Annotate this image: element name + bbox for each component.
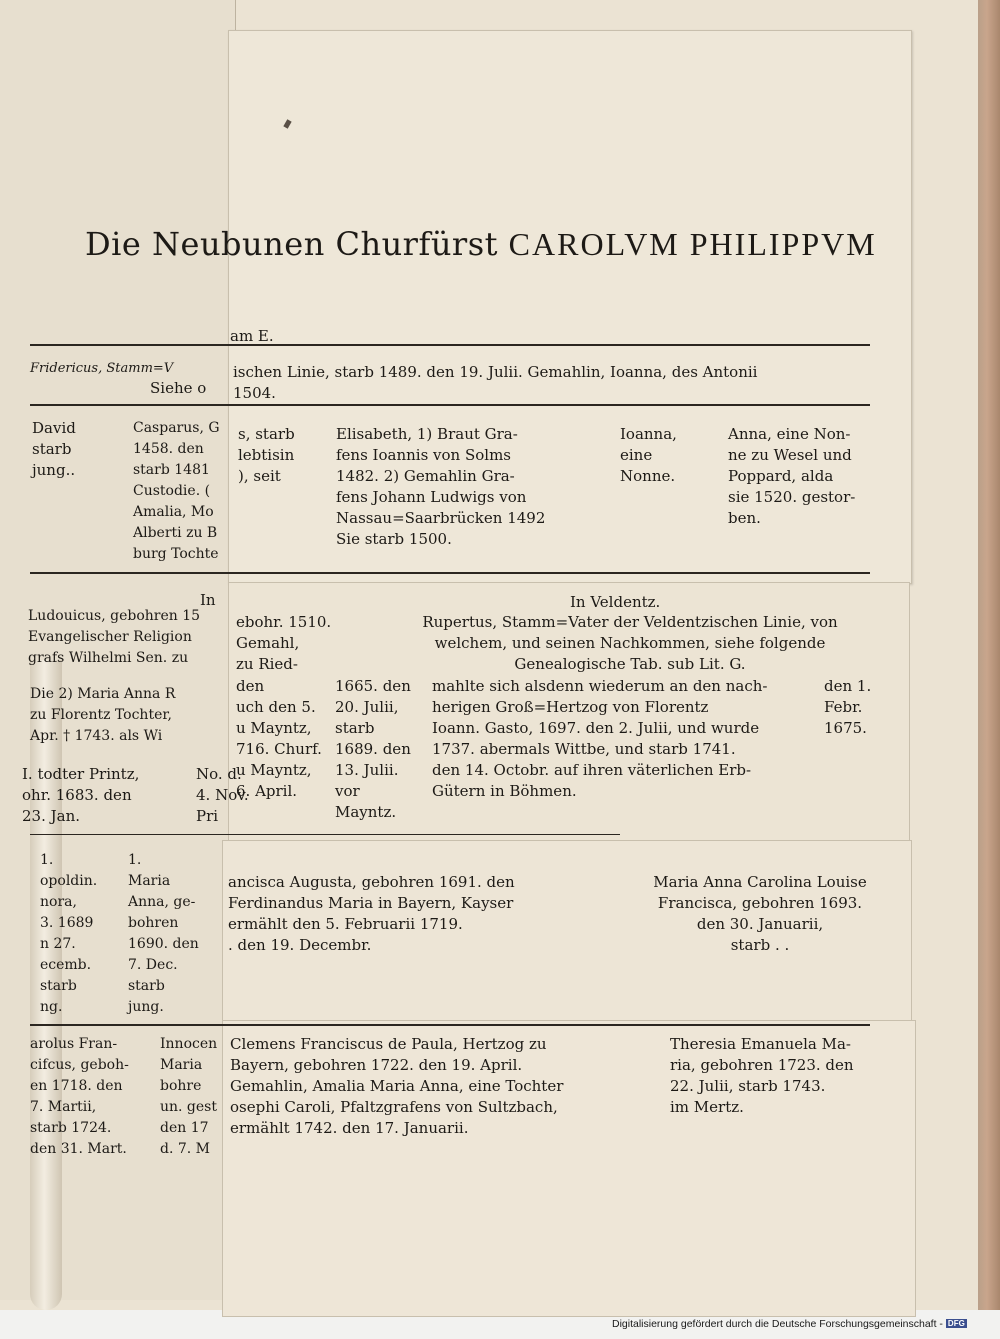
maria-carolina-entry: Maria Anna Carolina Louise Francisca, gebohren 1693. den 30. Januarii, starb . .	[653, 873, 867, 954]
divider-5	[30, 1024, 870, 1026]
fridericus-entry: Fridericus, Stamm=V	[30, 361, 174, 376]
theresia-entry: Theresia Emanuela Ma- ria, gebohren 1723. den 22. Julii, starb 1743. im Mertz.	[670, 1035, 854, 1116]
section-label: am E.	[230, 327, 274, 345]
fragment-row3: ebohr. 1510. Gemahl, zu Ried-	[236, 613, 332, 673]
leopoldin-entry: 1. opoldin. nora, 3. 1689 n 27. ecemb. starb ng.	[40, 852, 98, 1015]
casparus-entry: Casparus, G 1458. den starb 1481 Custodie. ( Amalia, Mo Alberti zu B burg Tochte	[133, 420, 220, 562]
title-part-3: CAROLVM PHILIPPVM	[508, 226, 877, 262]
florentz-entry: mahlte sich alsdenn wiederum an den nach- herigen Groß=Hertzog von Florentz Ioann. Gasto, 1697. den 2. Julii, und wurde 1737. abermals Wittbe, und starb 1741. den 14. Octobr. auf ihren väterlichen Erb- Gütern in Böhmen.	[432, 677, 768, 800]
printz-entry: I. todter Printz, ohr. 1683. den 23. Jan.	[22, 765, 140, 825]
clemens-entry: Clemens Franciscus de Paula, Hertzog zu Bayern, gebohren 1722. den 19. April. Gemahlin, Amalia Maria Anna, eine Tochter osephi Caroli, Pfaltzgrafens von Sultzbach, ermählt 1742. den 17. Januarii.	[230, 1035, 564, 1137]
title-part-2: nen Churfürst	[263, 225, 509, 263]
febr-entry: den 1. Febr. 1675.	[824, 677, 872, 737]
julii-entry: 1665. den 20. Julii, starb 1689. den 13. Julii. vor Mayntz.	[335, 677, 411, 821]
footer-credit	[612, 1318, 967, 1330]
fragment-entry: s, starb lebtisin ), seit	[238, 425, 295, 485]
in-label: In	[200, 591, 216, 609]
anna-entry: Anna, eine Non- ne zu Wesel und Poppard, alda sie 1520. gestor- ben.	[728, 425, 856, 527]
fridericus-main: ischen Linie, starb 1489. den 19. Julii. Gemahlin, Ioanna, des Antonii 1504.	[233, 363, 758, 402]
fridericus-entry-2: Siehe o	[150, 379, 207, 397]
carolus-entry: arolus Fran- cifcus, geboh- en 1718. den 7. Martii, starb 1724. den 31. Mart.	[30, 1036, 129, 1157]
divider-4	[30, 834, 620, 835]
page-edge	[978, 0, 1000, 1310]
ludouicus-entry: Ludouicus, gebohren 15 Evangelischer Religion grafs Wilhelmi Sen. zu	[28, 608, 201, 666]
nov-entry: No. d. 4. Nov. Pri	[196, 765, 249, 825]
divider-2	[30, 404, 870, 406]
footer-text: Digitalisierung gefördert durch die Deutsche Forschungsgemeinschaft -	[612, 1318, 943, 1330]
francisca-entry: ancisca Augusta, gebohren 1691. den Ferdinandus Maria in Bayern, Kayser ermählt den 5. Februarii 1719. . den 19. Decembr.	[228, 873, 515, 954]
dfg-logo: DFG	[947, 1319, 965, 1328]
churf-entry: den uch den 5. u Mayntz, 716. Churf. u Mayntz, 6. April.	[236, 677, 322, 800]
rupertus-entry: Rupertus, Stamm=Vater der Veldentzischen Linie, von welchem, und seinen Nachkommen, siehe folgende Genealogische Tab. sub Lit. G.	[422, 613, 838, 673]
page-title	[85, 222, 877, 266]
title-part-1: Die Neubu	[85, 225, 264, 263]
maria-anna-entry: 1. Maria Anna, ge- bohren 1690. den 7. Dec. starb jung.	[128, 852, 199, 1015]
david-entry: David starb jung..	[32, 419, 76, 479]
divider-1	[30, 344, 870, 346]
innocen-entry: Innocen Maria bohre un. gest den 17 d. 7. M	[160, 1036, 218, 1157]
ioanna-entry: Ioanna, eine Nonne.	[620, 425, 677, 485]
elisabeth-entry: Elisabeth, 1) Braut Gra- fens Ioannis von Solms 1482. 2) Gemahlin Gra- fens Johann Ludwigs von Nassau=Saarbrücken 1492 Sie starb 1500.	[336, 425, 546, 548]
maria-anna-left: Die 2) Maria Anna R zu Florentz Tochter, Apr. † 1743. als Wi	[30, 686, 176, 744]
divider-3	[30, 572, 870, 574]
veldentz-heading: In Veldentz.	[570, 593, 661, 611]
